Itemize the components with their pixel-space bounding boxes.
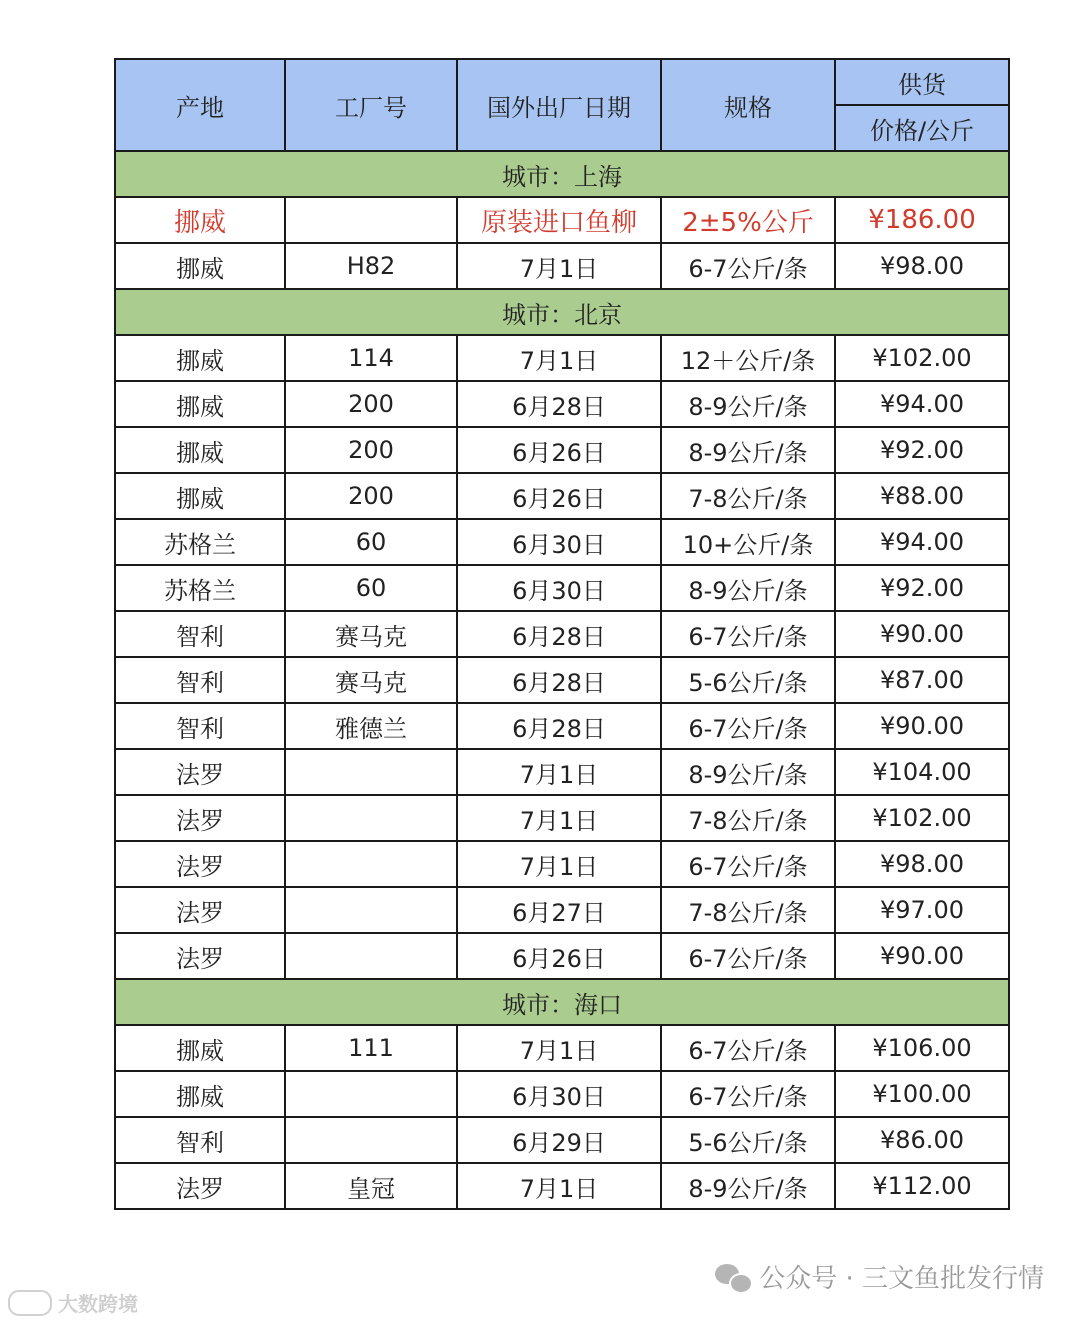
wechat-watermark bbox=[715, 1258, 1044, 1295]
table-row bbox=[115, 1163, 1009, 1209]
table-row bbox=[115, 657, 1009, 703]
wechat-icon bbox=[715, 1262, 751, 1292]
cell-factory: 114 bbox=[285, 335, 457, 381]
cell-factory: H82 bbox=[285, 243, 457, 289]
cell-price: ¥186.00 bbox=[835, 197, 1009, 243]
cell-origin: 法罗 bbox=[115, 795, 285, 841]
table-row bbox=[115, 749, 1009, 795]
cell-factory: 200 bbox=[285, 473, 457, 519]
cell-factory: 200 bbox=[285, 381, 457, 427]
cell-origin: 智利 bbox=[115, 657, 285, 703]
table-row bbox=[115, 381, 1009, 427]
cell-date: 6月26日 bbox=[457, 933, 661, 979]
cell-date: 6月30日 bbox=[457, 565, 661, 611]
cell-spec: 6-7公斤/条 bbox=[661, 841, 835, 887]
cell-factory: 皇冠 bbox=[285, 1163, 457, 1209]
cell-spec: 5-6公斤/条 bbox=[661, 1117, 835, 1163]
cell-origin: 挪威 bbox=[115, 197, 285, 243]
table-row bbox=[115, 243, 1009, 289]
wechat-account-text: 公众号 · 三文鱼批发行情 bbox=[759, 1264, 1044, 1294]
cell-date: 7月1日 bbox=[457, 1025, 661, 1071]
cell-factory: 雅德兰 bbox=[285, 703, 457, 749]
cell-price: ¥88.00 bbox=[835, 473, 1009, 519]
cell-price: ¥102.00 bbox=[835, 795, 1009, 841]
city-label: 城市：海口 bbox=[115, 979, 1009, 1025]
cell-factory bbox=[285, 841, 457, 887]
cell-date: 7月1日 bbox=[457, 841, 661, 887]
cell-spec: 8-9公斤/条 bbox=[661, 1163, 835, 1209]
price-table bbox=[114, 58, 1010, 1210]
cell-factory bbox=[285, 933, 457, 979]
cell-price: ¥102.00 bbox=[835, 335, 1009, 381]
cell-spec: 2±5%公斤 bbox=[661, 197, 835, 243]
cell-factory bbox=[285, 749, 457, 795]
cell-origin: 智利 bbox=[115, 611, 285, 657]
cell-date: 6月26日 bbox=[457, 473, 661, 519]
cell-spec: 12＋公斤/条 bbox=[661, 335, 835, 381]
table-row bbox=[115, 473, 1009, 519]
cell-spec: 7-8公斤/条 bbox=[661, 795, 835, 841]
cell-price: ¥87.00 bbox=[835, 657, 1009, 703]
cell-price: ¥98.00 bbox=[835, 841, 1009, 887]
cell-spec: 6-7公斤/条 bbox=[661, 243, 835, 289]
table-row bbox=[115, 335, 1009, 381]
cell-date: 7月1日 bbox=[457, 1163, 661, 1209]
cell-date: 6月30日 bbox=[457, 519, 661, 565]
cell-date: 原装进口鱼柳 bbox=[457, 197, 661, 243]
cell-factory: 60 bbox=[285, 565, 457, 611]
city-label: 城市：北京 bbox=[115, 289, 1009, 335]
cell-factory: 111 bbox=[285, 1025, 457, 1071]
header-factory: 工厂号 bbox=[285, 59, 457, 151]
brand-text: 大数跨境 bbox=[58, 1292, 138, 1316]
header-spec: 规格 bbox=[661, 59, 835, 151]
cell-spec: 6-7公斤/条 bbox=[661, 1071, 835, 1117]
cell-price: ¥104.00 bbox=[835, 749, 1009, 795]
table-body bbox=[115, 151, 1009, 1209]
table-row bbox=[115, 1117, 1009, 1163]
cell-spec: 8-9公斤/条 bbox=[661, 565, 835, 611]
cell-factory: 赛马克 bbox=[285, 611, 457, 657]
cell-date: 6月28日 bbox=[457, 611, 661, 657]
cell-factory bbox=[285, 795, 457, 841]
cell-spec: 6-7公斤/条 bbox=[661, 611, 835, 657]
cell-origin: 智利 bbox=[115, 703, 285, 749]
cell-spec: 8-9公斤/条 bbox=[661, 381, 835, 427]
city-row bbox=[115, 979, 1009, 1025]
cell-date: 6月28日 bbox=[457, 703, 661, 749]
city-row bbox=[115, 289, 1009, 335]
cell-origin: 法罗 bbox=[115, 1163, 285, 1209]
cell-origin: 挪威 bbox=[115, 473, 285, 519]
cell-price: ¥86.00 bbox=[835, 1117, 1009, 1163]
cell-origin: 苏格兰 bbox=[115, 519, 285, 565]
header-origin: 产地 bbox=[115, 59, 285, 151]
cell-price: ¥90.00 bbox=[835, 933, 1009, 979]
table-row bbox=[115, 519, 1009, 565]
cell-spec: 8-9公斤/条 bbox=[661, 749, 835, 795]
cell-date: 7月1日 bbox=[457, 335, 661, 381]
cell-origin: 挪威 bbox=[115, 427, 285, 473]
cell-date: 7月1日 bbox=[457, 749, 661, 795]
cell-factory: 200 bbox=[285, 427, 457, 473]
cell-spec: 10+公斤/条 bbox=[661, 519, 835, 565]
table-row bbox=[115, 565, 1009, 611]
cell-spec: 6-7公斤/条 bbox=[661, 1025, 835, 1071]
cell-price: ¥97.00 bbox=[835, 887, 1009, 933]
header-date: 国外出厂日期 bbox=[457, 59, 661, 151]
cell-spec: 6-7公斤/条 bbox=[661, 933, 835, 979]
cell-date: 6月26日 bbox=[457, 427, 661, 473]
cell-price: ¥90.00 bbox=[835, 611, 1009, 657]
table-row bbox=[115, 197, 1009, 243]
table-row bbox=[115, 795, 1009, 841]
brand-icon bbox=[8, 1290, 52, 1316]
cell-date: 6月28日 bbox=[457, 657, 661, 703]
cell-date: 6月29日 bbox=[457, 1117, 661, 1163]
cell-price: ¥94.00 bbox=[835, 519, 1009, 565]
table-row bbox=[115, 703, 1009, 749]
table-row bbox=[115, 933, 1009, 979]
table-row bbox=[115, 887, 1009, 933]
cell-factory: 赛马克 bbox=[285, 657, 457, 703]
city-label: 城市：上海 bbox=[115, 151, 1009, 197]
cell-origin: 挪威 bbox=[115, 381, 285, 427]
cell-date: 7月1日 bbox=[457, 243, 661, 289]
header-supply: 供货 bbox=[835, 59, 1009, 105]
cell-origin: 挪威 bbox=[115, 1025, 285, 1071]
cell-origin: 智利 bbox=[115, 1117, 285, 1163]
table-row bbox=[115, 1071, 1009, 1117]
cell-price: ¥98.00 bbox=[835, 243, 1009, 289]
cell-origin: 苏格兰 bbox=[115, 565, 285, 611]
brand-watermark bbox=[8, 1288, 138, 1317]
cell-spec: 6-7公斤/条 bbox=[661, 703, 835, 749]
cell-date: 6月28日 bbox=[457, 381, 661, 427]
cell-price: ¥100.00 bbox=[835, 1071, 1009, 1117]
table-row bbox=[115, 611, 1009, 657]
cell-price: ¥106.00 bbox=[835, 1025, 1009, 1071]
cell-origin: 挪威 bbox=[115, 1071, 285, 1117]
cell-date: 6月27日 bbox=[457, 887, 661, 933]
cell-origin: 挪威 bbox=[115, 243, 285, 289]
cell-factory bbox=[285, 1071, 457, 1117]
city-row bbox=[115, 151, 1009, 197]
cell-factory bbox=[285, 1117, 457, 1163]
cell-spec: 8-9公斤/条 bbox=[661, 427, 835, 473]
cell-price: ¥94.00 bbox=[835, 381, 1009, 427]
cell-origin: 法罗 bbox=[115, 933, 285, 979]
cell-spec: 5-6公斤/条 bbox=[661, 657, 835, 703]
cell-date: 6月30日 bbox=[457, 1071, 661, 1117]
cell-price: ¥112.00 bbox=[835, 1163, 1009, 1209]
cell-factory bbox=[285, 887, 457, 933]
table-row bbox=[115, 1025, 1009, 1071]
cell-spec: 7-8公斤/条 bbox=[661, 473, 835, 519]
cell-price: ¥92.00 bbox=[835, 427, 1009, 473]
cell-factory bbox=[285, 197, 457, 243]
cell-origin: 法罗 bbox=[115, 841, 285, 887]
table-row bbox=[115, 427, 1009, 473]
table-row bbox=[115, 841, 1009, 887]
cell-price: ¥90.00 bbox=[835, 703, 1009, 749]
header-price-unit: 价格/公斤 bbox=[835, 105, 1009, 151]
cell-date: 7月1日 bbox=[457, 795, 661, 841]
cell-spec: 7-8公斤/条 bbox=[661, 887, 835, 933]
cell-origin: 挪威 bbox=[115, 335, 285, 381]
cell-factory: 60 bbox=[285, 519, 457, 565]
cell-price: ¥92.00 bbox=[835, 565, 1009, 611]
cell-origin: 法罗 bbox=[115, 887, 285, 933]
cell-origin: 法罗 bbox=[115, 749, 285, 795]
